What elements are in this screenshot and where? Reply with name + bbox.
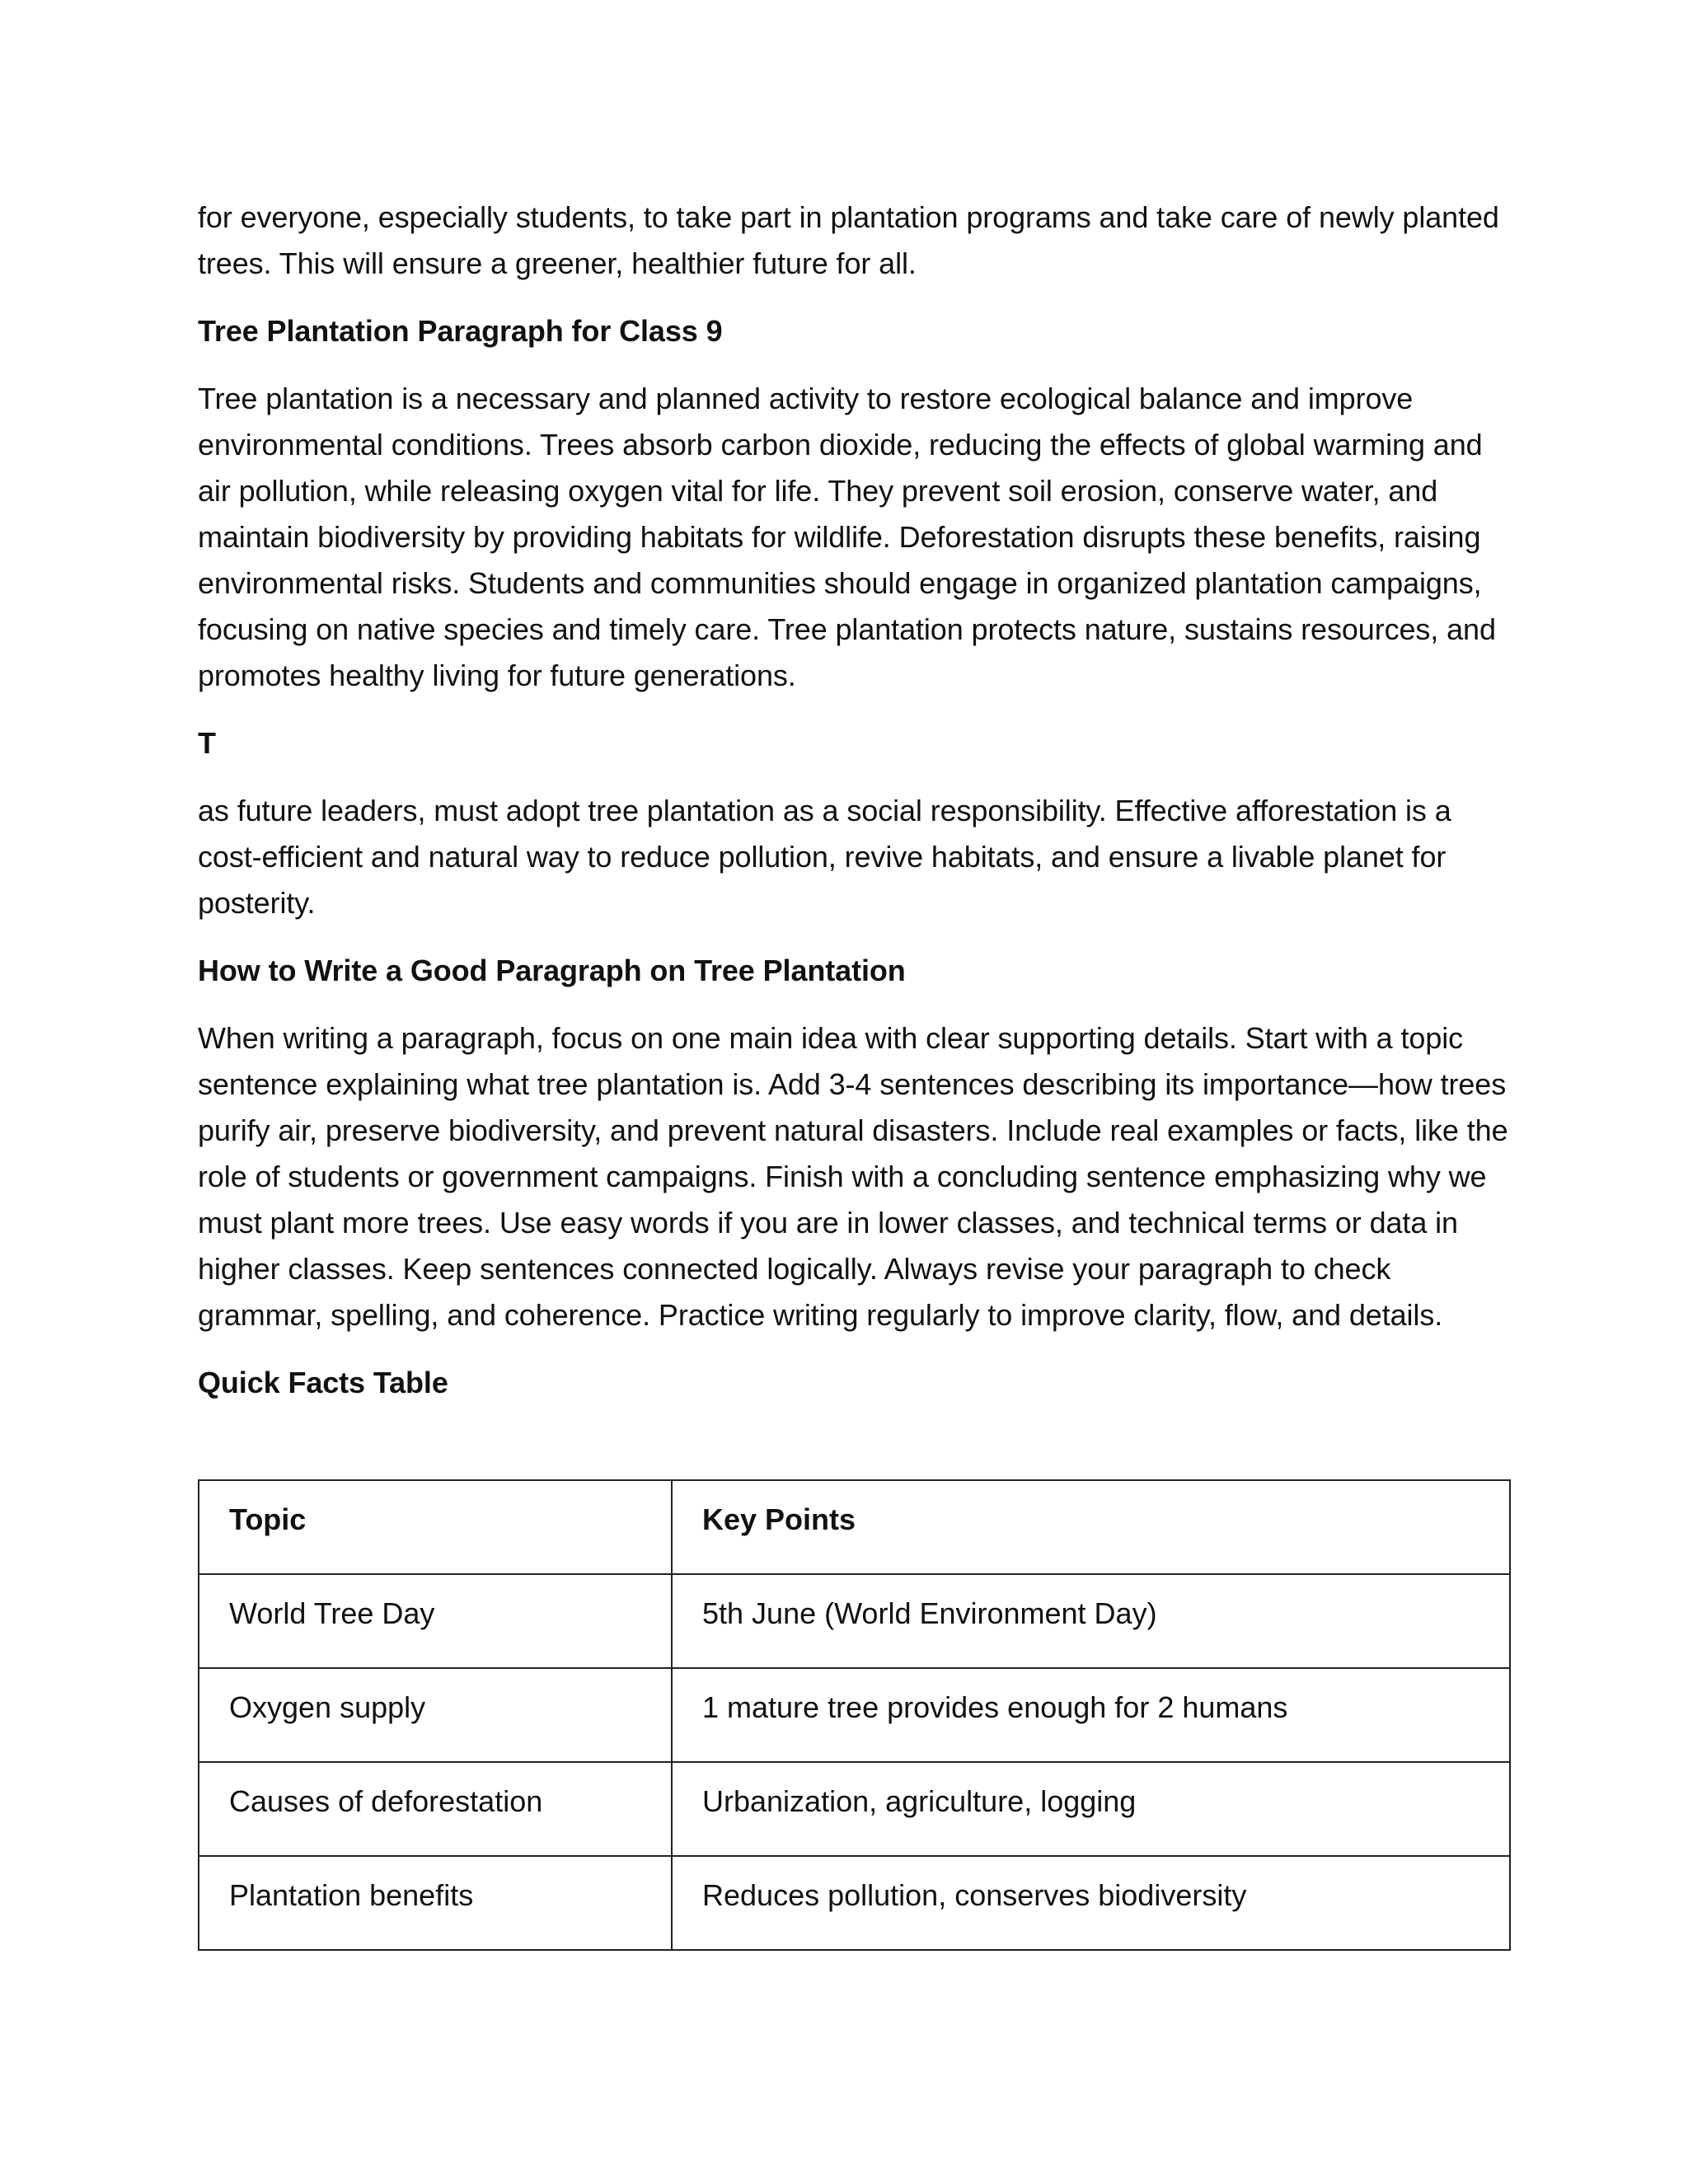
cell-topic: World Tree Day	[199, 1574, 672, 1668]
table-header-row	[199, 1480, 1510, 1574]
document-body	[198, 194, 1517, 1406]
cell-key-point: Urbanization, agriculture, logging	[672, 1762, 1510, 1856]
header-topic: Topic	[199, 1480, 672, 1574]
cell-topic: Plantation benefits	[199, 1856, 672, 1950]
quick-facts-table	[198, 1479, 1511, 1951]
cell-topic: Oxygen supply	[199, 1668, 672, 1762]
table-row	[199, 1668, 1510, 1762]
continued-paragraph: as future leaders, must adopt tree plantation as a social responsibility. Effective afforestation is a cost-efficient and natural way to reduce pollution, revive habitats, and ensure a livable planet for posterity.	[198, 794, 1451, 920]
howto-heading: How to Write a Good Paragraph on Tree Plantation	[198, 954, 906, 987]
table-heading: Quick Facts Table	[198, 1366, 448, 1399]
cell-key-point: 1 mature tree provides enough for 2 humans	[672, 1668, 1510, 1762]
header-key-points: Key Points	[672, 1480, 1510, 1574]
table-row	[199, 1762, 1510, 1856]
cell-key-point: Reduces pollution, conserves biodiversity	[672, 1856, 1510, 1950]
cell-topic: Causes of deforestation	[199, 1762, 672, 1856]
table-row	[199, 1856, 1510, 1950]
howto-paragraph: When writing a paragraph, focus on one main idea with clear supporting details. Start with a topic sentence explaining what tree plantation is. Add 3-4 sentences describing its importance—how trees purify air, preserve biodiversity, and prevent natural disasters. Include real examples or facts, like the role of students or government campaigns. Finish with a concluding sentence emphasizing why we must plant more trees. Use easy words if you are in lower classes, and technical terms or data in higher classes. Keep sentences connected logically. Always revise your paragraph to check grammar, spelling, and coherence. Practice writing regularly to improve clarity, flow, and details.	[198, 1021, 1508, 1332]
intro-paragraph: for everyone, especially students, to take part in plantation programs and take care of newly planted trees. This will ensure a greener, healthier future for all.	[198, 200, 1499, 280]
t-heading: T	[198, 726, 216, 760]
class9-heading: Tree Plantation Paragraph for Class 9	[198, 314, 723, 348]
cell-key-point: 5th June (World Environment Day)	[672, 1574, 1510, 1668]
class9-paragraph: Tree plantation is a necessary and planned activity to restore ecological balance and improve environmental conditions. Trees absorb carbon dioxide, reducing the effects of global warming and air pollution, while releasing oxygen vital for life. They prevent soil erosion, conserve water, and maintain biodiversity by providing habitats for wildlife. Deforestation disrupts these benefits, raising environmental risks. Students and communities should engage in organized plantation campaigns, focusing on native species and timely care. Tree plantation protects nature, sustains resources, and promotes healthy living for future generations.	[198, 382, 1496, 692]
table-row	[199, 1574, 1510, 1668]
